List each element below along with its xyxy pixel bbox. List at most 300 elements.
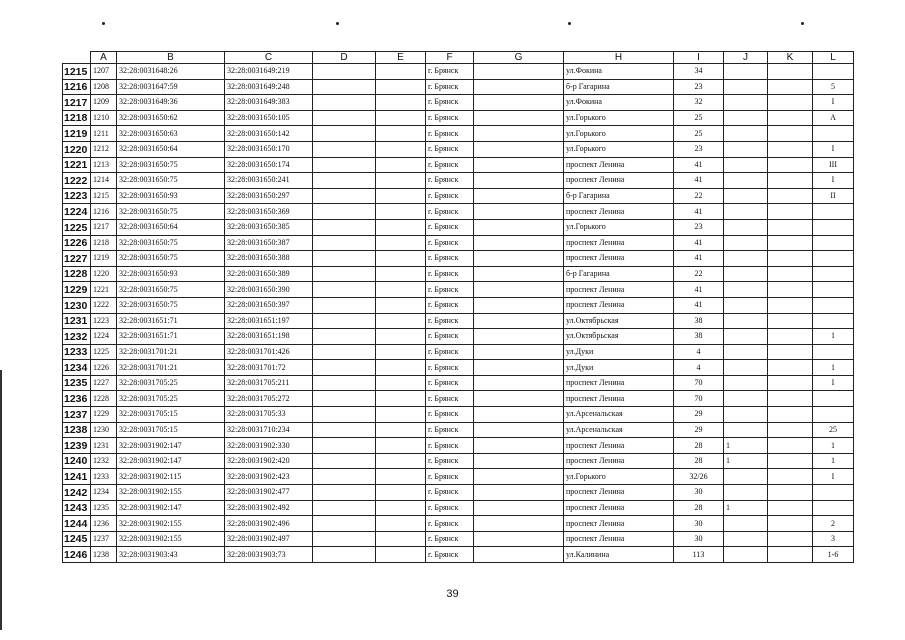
cell-i[interactable]: 41 [674, 251, 724, 267]
cell-g[interactable] [474, 422, 564, 438]
cell-c[interactable]: 32:28:0031650:397 [225, 297, 313, 313]
cell-d[interactable] [313, 547, 376, 563]
column-header-d[interactable]: D [313, 52, 376, 64]
cell-f[interactable]: г. Брянск [426, 266, 474, 282]
cell-g[interactable] [474, 516, 564, 532]
cell-c[interactable]: 32:28:0031701:72 [225, 360, 313, 376]
cell-e[interactable] [376, 79, 426, 95]
column-header-c[interactable]: C [225, 52, 313, 64]
cell-l[interactable]: I [813, 95, 854, 111]
cell-e[interactable] [376, 235, 426, 251]
row-number[interactable]: 1217 [63, 95, 91, 111]
cell-a[interactable]: 1211 [91, 126, 117, 142]
cell-g[interactable] [474, 469, 564, 485]
cell-l[interactable] [813, 251, 854, 267]
cell-j[interactable] [724, 188, 768, 204]
cell-h[interactable]: ул.Калинина [564, 547, 674, 563]
cell-l[interactable] [813, 282, 854, 298]
cell-d[interactable] [313, 375, 376, 391]
cell-b[interactable]: 32:28:0031650:93 [117, 188, 225, 204]
cell-d[interactable] [313, 531, 376, 547]
cell-i[interactable]: 70 [674, 375, 724, 391]
cell-f[interactable]: г. Брянск [426, 95, 474, 111]
cell-f[interactable]: г. Брянск [426, 531, 474, 547]
cell-i[interactable]: 30 [674, 516, 724, 532]
cell-a[interactable]: 1224 [91, 329, 117, 345]
cell-k[interactable] [768, 516, 813, 532]
cell-h[interactable]: б-р Гагарина [564, 188, 674, 204]
cell-b[interactable]: 32:28:0031902:147 [117, 500, 225, 516]
cell-f[interactable]: г. Брянск [426, 251, 474, 267]
cell-l[interactable]: I [813, 173, 854, 189]
cell-g[interactable] [474, 251, 564, 267]
row-number[interactable]: 1215 [63, 64, 91, 80]
cell-a[interactable]: 1214 [91, 173, 117, 189]
cell-g[interactable] [474, 173, 564, 189]
cell-f[interactable]: г. Брянск [426, 360, 474, 376]
column-header-i[interactable]: I [674, 52, 724, 64]
cell-j[interactable] [724, 407, 768, 423]
cell-e[interactable] [376, 469, 426, 485]
row-number[interactable]: 1243 [63, 500, 91, 516]
cell-i[interactable]: 25 [674, 126, 724, 142]
cell-f[interactable]: г. Брянск [426, 219, 474, 235]
row-number[interactable]: 1234 [63, 360, 91, 376]
cell-h[interactable]: ул.Горького [564, 110, 674, 126]
cell-h[interactable]: проспект Ленина [564, 282, 674, 298]
cell-c[interactable]: 32:28:0031710:234 [225, 422, 313, 438]
cell-j[interactable] [724, 297, 768, 313]
cell-f[interactable]: г. Брянск [426, 485, 474, 501]
cell-c[interactable]: 32:28:0031650:105 [225, 110, 313, 126]
cell-d[interactable] [313, 391, 376, 407]
cell-k[interactable] [768, 126, 813, 142]
cell-j[interactable] [724, 313, 768, 329]
row-number[interactable]: 1245 [63, 531, 91, 547]
cell-a[interactable]: 1219 [91, 251, 117, 267]
cell-j[interactable] [724, 110, 768, 126]
cell-j[interactable] [724, 157, 768, 173]
cell-k[interactable] [768, 251, 813, 267]
cell-h[interactable]: проспект Ленина [564, 251, 674, 267]
cell-c[interactable]: 32:28:0031650:388 [225, 251, 313, 267]
cell-a[interactable]: 1231 [91, 438, 117, 454]
cell-e[interactable] [376, 141, 426, 157]
cell-i[interactable]: 4 [674, 360, 724, 376]
cell-h[interactable]: проспект Ленина [564, 157, 674, 173]
cell-c[interactable]: 32:28:0031650:387 [225, 235, 313, 251]
cell-a[interactable]: 1218 [91, 235, 117, 251]
cell-c[interactable]: 32:28:0031902:477 [225, 485, 313, 501]
cell-g[interactable] [474, 204, 564, 220]
cell-c[interactable]: 32:28:0031701:426 [225, 344, 313, 360]
cell-b[interactable]: 32:28:0031705:25 [117, 391, 225, 407]
cell-f[interactable]: г. Брянск [426, 79, 474, 95]
cell-f[interactable]: г. Брянск [426, 375, 474, 391]
cell-k[interactable] [768, 422, 813, 438]
cell-e[interactable] [376, 110, 426, 126]
cell-e[interactable] [376, 313, 426, 329]
cell-h[interactable]: проспект Ленина [564, 173, 674, 189]
cell-l[interactable] [813, 500, 854, 516]
cell-a[interactable]: 1215 [91, 188, 117, 204]
cell-d[interactable] [313, 453, 376, 469]
row-number[interactable]: 1246 [63, 547, 91, 563]
column-header-l[interactable]: L [813, 52, 854, 64]
cell-k[interactable] [768, 173, 813, 189]
cell-l[interactable]: 5 [813, 79, 854, 95]
cell-i[interactable]: 29 [674, 422, 724, 438]
cell-i[interactable]: 22 [674, 188, 724, 204]
cell-d[interactable] [313, 313, 376, 329]
cell-c[interactable]: 32:28:0031705:33 [225, 407, 313, 423]
cell-f[interactable]: г. Брянск [426, 422, 474, 438]
cell-c[interactable]: 32:28:0031650:297 [225, 188, 313, 204]
cell-l[interactable]: III [813, 157, 854, 173]
cell-k[interactable] [768, 500, 813, 516]
cell-f[interactable]: г. Брянск [426, 126, 474, 142]
cell-b[interactable]: 32:28:0031651:71 [117, 313, 225, 329]
cell-d[interactable] [313, 469, 376, 485]
row-number[interactable]: 1233 [63, 344, 91, 360]
cell-g[interactable] [474, 360, 564, 376]
cell-a[interactable]: 1227 [91, 375, 117, 391]
cell-k[interactable] [768, 547, 813, 563]
cell-f[interactable]: г. Брянск [426, 282, 474, 298]
cell-h[interactable]: ул.Октябрьская [564, 313, 674, 329]
cell-i[interactable]: 34 [674, 64, 724, 80]
cell-a[interactable]: 1220 [91, 266, 117, 282]
cell-h[interactable]: проспект Ленина [564, 453, 674, 469]
cell-b[interactable]: 32:28:0031650:75 [117, 282, 225, 298]
cell-k[interactable] [768, 297, 813, 313]
cell-d[interactable] [313, 438, 376, 454]
cell-d[interactable] [313, 407, 376, 423]
cell-b[interactable]: 32:28:0031648:26 [117, 64, 225, 80]
cell-l[interactable]: 1 [813, 329, 854, 345]
cell-j[interactable] [724, 266, 768, 282]
cell-k[interactable] [768, 282, 813, 298]
cell-f[interactable]: г. Брянск [426, 500, 474, 516]
cell-f[interactable]: г. Брянск [426, 329, 474, 345]
row-number[interactable]: 1220 [63, 141, 91, 157]
cell-g[interactable] [474, 64, 564, 80]
column-header-g[interactable]: G [474, 52, 564, 64]
cell-l[interactable] [813, 64, 854, 80]
cell-b[interactable]: 32:28:0031902:115 [117, 469, 225, 485]
cell-b[interactable]: 32:28:0031701:21 [117, 360, 225, 376]
cell-a[interactable]: 1230 [91, 422, 117, 438]
cell-f[interactable]: г. Брянск [426, 188, 474, 204]
cell-d[interactable] [313, 188, 376, 204]
cell-i[interactable]: 23 [674, 79, 724, 95]
column-header-k[interactable]: K [768, 52, 813, 64]
cell-j[interactable] [724, 95, 768, 111]
cell-j[interactable] [724, 547, 768, 563]
cell-e[interactable] [376, 344, 426, 360]
cell-e[interactable] [376, 360, 426, 376]
cell-k[interactable] [768, 313, 813, 329]
cell-e[interactable] [376, 422, 426, 438]
cell-k[interactable] [768, 453, 813, 469]
cell-d[interactable] [313, 485, 376, 501]
cell-d[interactable] [313, 173, 376, 189]
cell-f[interactable]: г. Брянск [426, 313, 474, 329]
cell-k[interactable] [768, 469, 813, 485]
cell-j[interactable] [724, 173, 768, 189]
cell-g[interactable] [474, 407, 564, 423]
cell-j[interactable] [724, 422, 768, 438]
cell-l[interactable] [813, 126, 854, 142]
cell-c[interactable]: 32:28:0031902:496 [225, 516, 313, 532]
cell-j[interactable] [724, 251, 768, 267]
cell-a[interactable]: 1208 [91, 79, 117, 95]
row-number[interactable]: 1228 [63, 266, 91, 282]
row-number[interactable]: 1244 [63, 516, 91, 532]
cell-b[interactable]: 32:28:0031650:75 [117, 235, 225, 251]
cell-k[interactable] [768, 188, 813, 204]
cell-e[interactable] [376, 500, 426, 516]
cell-a[interactable]: 1234 [91, 485, 117, 501]
row-number[interactable]: 1218 [63, 110, 91, 126]
cell-g[interactable] [474, 329, 564, 345]
cell-h[interactable]: ул.Фокина [564, 95, 674, 111]
cell-c[interactable]: 32:28:0031651:198 [225, 329, 313, 345]
cell-i[interactable]: 30 [674, 531, 724, 547]
cell-j[interactable] [724, 235, 768, 251]
cell-j[interactable] [724, 141, 768, 157]
cell-e[interactable] [376, 64, 426, 80]
cell-c[interactable]: 32:28:0031651:197 [225, 313, 313, 329]
cell-b[interactable]: 32:28:0031902:147 [117, 453, 225, 469]
cell-i[interactable]: 70 [674, 391, 724, 407]
cell-f[interactable]: г. Брянск [426, 407, 474, 423]
cell-i[interactable]: 41 [674, 157, 724, 173]
cell-a[interactable]: 1232 [91, 453, 117, 469]
cell-j[interactable] [724, 375, 768, 391]
cell-l[interactable] [813, 219, 854, 235]
cell-c[interactable]: 32:28:0031902:423 [225, 469, 313, 485]
row-number[interactable]: 1223 [63, 188, 91, 204]
cell-g[interactable] [474, 453, 564, 469]
cell-d[interactable] [313, 344, 376, 360]
cell-i[interactable]: 23 [674, 219, 724, 235]
cell-h[interactable]: проспект Ленина [564, 204, 674, 220]
cell-f[interactable]: г. Брянск [426, 391, 474, 407]
cell-i[interactable]: 29 [674, 407, 724, 423]
cell-g[interactable] [474, 188, 564, 204]
cell-c[interactable]: 32:28:0031650:170 [225, 141, 313, 157]
cell-i[interactable]: 38 [674, 313, 724, 329]
column-header-b[interactable]: B [117, 52, 225, 64]
cell-e[interactable] [376, 375, 426, 391]
column-header-f[interactable]: F [426, 52, 474, 64]
cell-j[interactable] [724, 329, 768, 345]
cell-i[interactable]: 38 [674, 329, 724, 345]
cell-j[interactable] [724, 344, 768, 360]
row-number[interactable]: 1230 [63, 297, 91, 313]
cell-b[interactable]: 32:28:0031650:62 [117, 110, 225, 126]
row-number[interactable]: 1242 [63, 485, 91, 501]
cell-g[interactable] [474, 344, 564, 360]
cell-d[interactable] [313, 235, 376, 251]
cell-b[interactable]: 32:28:0031650:93 [117, 266, 225, 282]
cell-d[interactable] [313, 516, 376, 532]
cell-e[interactable] [376, 391, 426, 407]
cell-j[interactable] [724, 126, 768, 142]
cell-i[interactable]: 25 [674, 110, 724, 126]
cell-g[interactable] [474, 297, 564, 313]
cell-h[interactable]: проспект Ленина [564, 297, 674, 313]
cell-h[interactable]: б-р Гагарина [564, 79, 674, 95]
cell-h[interactable]: проспект Ленина [564, 500, 674, 516]
cell-k[interactable] [768, 438, 813, 454]
row-number[interactable]: 1222 [63, 173, 91, 189]
cell-c[interactable]: 32:28:0031902:420 [225, 453, 313, 469]
cell-k[interactable] [768, 360, 813, 376]
row-number[interactable]: 1224 [63, 204, 91, 220]
cell-j[interactable] [724, 219, 768, 235]
cell-k[interactable] [768, 219, 813, 235]
cell-c[interactable]: 32:28:0031650:241 [225, 173, 313, 189]
cell-e[interactable] [376, 157, 426, 173]
cell-a[interactable]: 1225 [91, 344, 117, 360]
cell-h[interactable]: ул.Дуки [564, 360, 674, 376]
cell-b[interactable]: 32:28:0031650:75 [117, 297, 225, 313]
cell-g[interactable] [474, 282, 564, 298]
cell-h[interactable]: проспект Ленина [564, 516, 674, 532]
cell-a[interactable]: 1222 [91, 297, 117, 313]
cell-c[interactable]: 32:28:0031649:248 [225, 79, 313, 95]
cell-l[interactable]: 1 [813, 438, 854, 454]
row-number[interactable]: 1232 [63, 329, 91, 345]
cell-l[interactable]: 1 [813, 360, 854, 376]
cell-d[interactable] [313, 219, 376, 235]
cell-k[interactable] [768, 329, 813, 345]
cell-i[interactable]: 41 [674, 235, 724, 251]
cell-d[interactable] [313, 110, 376, 126]
cell-e[interactable] [376, 516, 426, 532]
cell-a[interactable]: 1216 [91, 204, 117, 220]
cell-g[interactable] [474, 547, 564, 563]
cell-b[interactable]: 32:28:0031650:63 [117, 126, 225, 142]
row-number[interactable]: 1221 [63, 157, 91, 173]
cell-e[interactable] [376, 219, 426, 235]
cell-i[interactable]: 28 [674, 500, 724, 516]
cell-a[interactable]: 1221 [91, 282, 117, 298]
cell-e[interactable] [376, 95, 426, 111]
cell-d[interactable] [313, 64, 376, 80]
cell-k[interactable] [768, 375, 813, 391]
cell-b[interactable]: 32:28:0031902:147 [117, 438, 225, 454]
cell-h[interactable]: ул.Горького [564, 126, 674, 142]
cell-g[interactable] [474, 375, 564, 391]
cell-l[interactable] [813, 235, 854, 251]
cell-k[interactable] [768, 95, 813, 111]
column-header-j[interactable]: J [724, 52, 768, 64]
row-number[interactable]: 1241 [63, 469, 91, 485]
cell-c[interactable]: 32:28:0031650:385 [225, 219, 313, 235]
cell-e[interactable] [376, 531, 426, 547]
cell-b[interactable]: 32:28:0031650:75 [117, 204, 225, 220]
cell-a[interactable]: 1217 [91, 219, 117, 235]
cell-a[interactable]: 1213 [91, 157, 117, 173]
cell-k[interactable] [768, 64, 813, 80]
cell-k[interactable] [768, 157, 813, 173]
cell-i[interactable]: 41 [674, 297, 724, 313]
cell-d[interactable] [313, 126, 376, 142]
cell-d[interactable] [313, 500, 376, 516]
cell-d[interactable] [313, 141, 376, 157]
cell-e[interactable] [376, 329, 426, 345]
cell-l[interactable] [813, 391, 854, 407]
cell-i[interactable]: 28 [674, 438, 724, 454]
cell-h[interactable]: ул.Арсенальская [564, 407, 674, 423]
cell-e[interactable] [376, 407, 426, 423]
cell-f[interactable]: г. Брянск [426, 469, 474, 485]
cell-b[interactable]: 32:28:0031650:75 [117, 173, 225, 189]
cell-k[interactable] [768, 266, 813, 282]
cell-l[interactable]: 1 [813, 453, 854, 469]
cell-l[interactable]: 2 [813, 516, 854, 532]
cell-h[interactable]: ул.Октябрьская [564, 329, 674, 345]
cell-f[interactable]: г. Брянск [426, 141, 474, 157]
row-number[interactable]: 1235 [63, 375, 91, 391]
cell-f[interactable]: г. Брянск [426, 547, 474, 563]
cell-f[interactable]: г. Брянск [426, 297, 474, 313]
cell-k[interactable] [768, 344, 813, 360]
cell-l[interactable]: А [813, 110, 854, 126]
cell-d[interactable] [313, 95, 376, 111]
cell-f[interactable]: г. Брянск [426, 516, 474, 532]
cell-g[interactable] [474, 219, 564, 235]
cell-g[interactable] [474, 266, 564, 282]
cell-f[interactable]: г. Брянск [426, 204, 474, 220]
row-number[interactable]: 1227 [63, 251, 91, 267]
cell-h[interactable]: б-р Гагарина [564, 266, 674, 282]
cell-e[interactable] [376, 126, 426, 142]
cell-e[interactable] [376, 173, 426, 189]
row-number[interactable]: 1229 [63, 282, 91, 298]
cell-g[interactable] [474, 235, 564, 251]
cell-f[interactable]: г. Брянск [426, 110, 474, 126]
cell-g[interactable] [474, 95, 564, 111]
cell-g[interactable] [474, 485, 564, 501]
cell-l[interactable] [813, 344, 854, 360]
cell-a[interactable]: 1236 [91, 516, 117, 532]
cell-j[interactable] [724, 516, 768, 532]
cell-k[interactable] [768, 235, 813, 251]
cell-g[interactable] [474, 110, 564, 126]
cell-i[interactable]: 30 [674, 485, 724, 501]
cell-f[interactable]: г. Брянск [426, 344, 474, 360]
cell-h[interactable]: ул.Горького [564, 219, 674, 235]
cell-f[interactable]: г. Брянск [426, 438, 474, 454]
cell-b[interactable]: 32:28:0031650:64 [117, 219, 225, 235]
cell-a[interactable]: 1223 [91, 313, 117, 329]
cell-e[interactable] [376, 188, 426, 204]
cell-d[interactable] [313, 360, 376, 376]
cell-a[interactable]: 1228 [91, 391, 117, 407]
cell-b[interactable]: 32:28:0031650:75 [117, 251, 225, 267]
cell-j[interactable] [724, 391, 768, 407]
cell-a[interactable]: 1235 [91, 500, 117, 516]
cell-l[interactable]: I [813, 375, 854, 391]
row-number[interactable]: 1216 [63, 79, 91, 95]
cell-l[interactable] [813, 485, 854, 501]
cell-a[interactable]: 1212 [91, 141, 117, 157]
cell-e[interactable] [376, 438, 426, 454]
